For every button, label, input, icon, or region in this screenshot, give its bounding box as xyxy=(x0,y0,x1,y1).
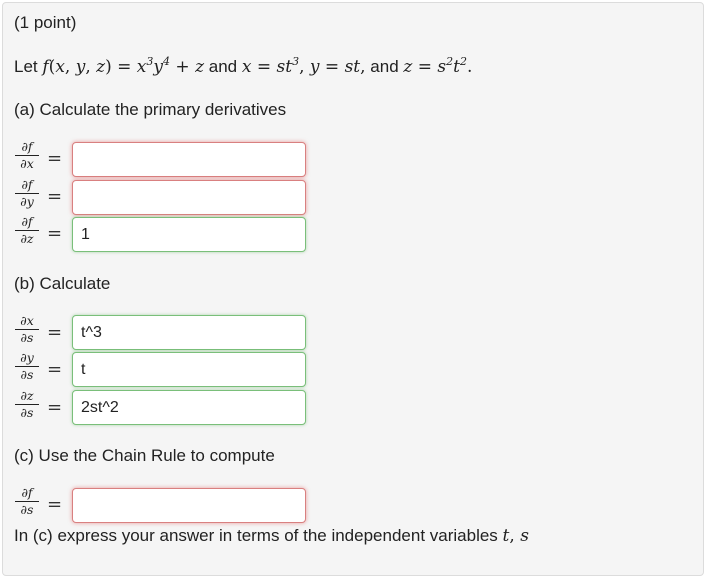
df-dz-fraction: $\frac{\partial f}{\partial z}$ xyxy=(15,215,39,246)
df-dx-input[interactable] xyxy=(72,142,306,177)
equals-sign: = xyxy=(47,322,63,343)
dy-ds-input[interactable]: t xyxy=(72,352,306,387)
df-dz-input[interactable]: 1 xyxy=(72,217,306,252)
dz-ds-fraction: $\frac{\partial z}{\partial s}$ xyxy=(15,389,39,420)
part-c-heading: (c) Use the Chain Rule to compute xyxy=(14,446,275,465)
dx-ds-input[interactable]: t^3 xyxy=(72,315,306,350)
equals-sign: = xyxy=(47,397,63,418)
equals-sign: = xyxy=(47,223,63,244)
part-b-heading: (b) Calculate xyxy=(14,274,111,293)
df-dy-fraction: $\frac{\partial f}{\partial y}$ xyxy=(15,178,39,209)
dy-ds-fraction: $\frac{\partial y}{\partial s}$ xyxy=(15,351,39,382)
df-dy-input[interactable] xyxy=(72,180,306,215)
equals-sign: = xyxy=(47,186,63,207)
instruction-note: In (c) express your answer in terms of the independent variables t, s xyxy=(14,526,529,546)
dz-ds-input[interactable]: 2st^2 xyxy=(72,390,306,425)
df-ds-input[interactable] xyxy=(72,488,306,523)
problem-statement: Let f(x, y, $z) = x^3y^4 + z$ and $x = st^3$, y = st, and $z = s^2t^2$. xyxy=(14,55,473,77)
part-a-heading: (a) Calculate the primary derivatives xyxy=(14,100,287,119)
points-label: (1 point) xyxy=(14,13,77,32)
df-dx-fraction: $\frac{\partial f}{\partial x}$ xyxy=(15,140,39,171)
equals-sign: = xyxy=(47,359,63,380)
df-ds-fraction: $\frac{\partial f}{\partial s}$ xyxy=(15,486,39,517)
dx-ds-fraction: $\frac{\partial x}{\partial s}$ xyxy=(15,314,39,345)
equals-sign: = xyxy=(47,494,63,515)
equals-sign: = xyxy=(47,148,63,169)
